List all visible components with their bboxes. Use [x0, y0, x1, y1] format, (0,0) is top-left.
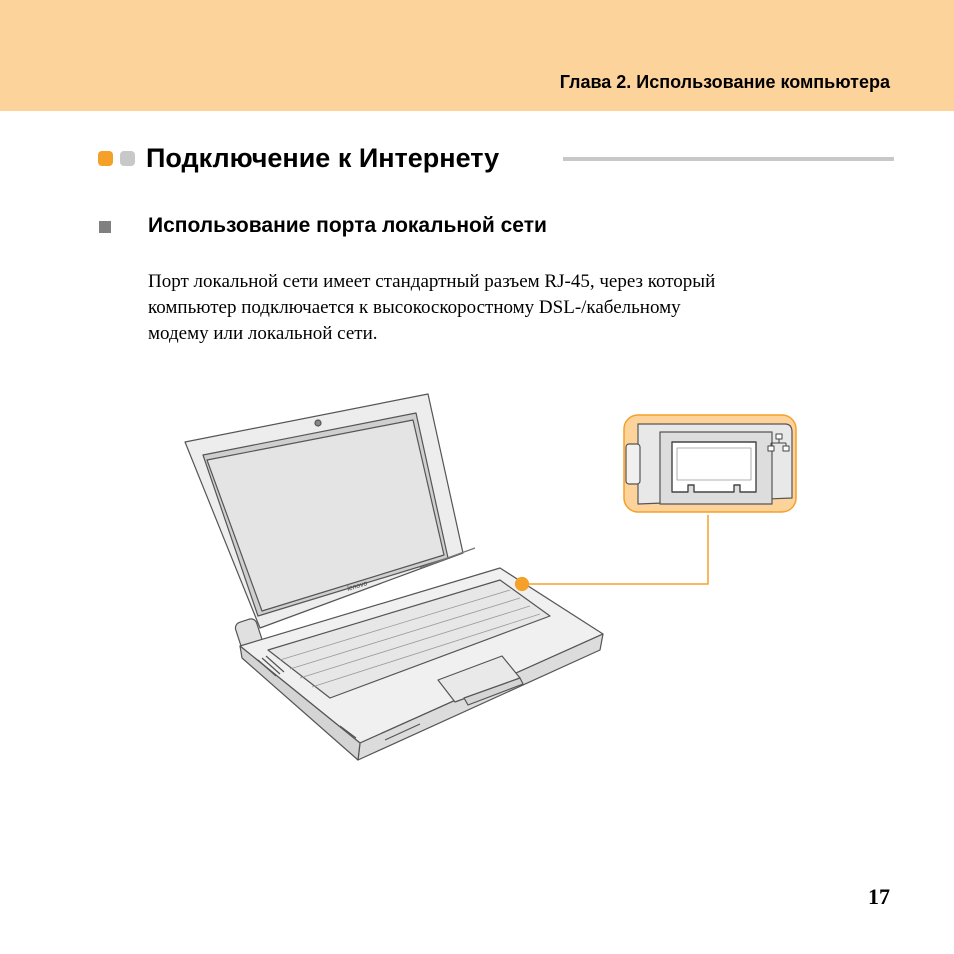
section-title: Подключение к Интернету	[146, 143, 500, 173]
callout-dot	[516, 578, 529, 591]
subsection-bullet-icon	[99, 221, 111, 233]
rj45-port-icon	[672, 442, 756, 492]
laptop-lan-port-illustration	[180, 388, 800, 768]
laptop-brand-label: lenovo	[346, 580, 369, 593]
body-paragraph	[148, 269, 838, 347]
body-line: модему или локальной сети.	[148, 323, 378, 344]
lan-port-inset	[624, 415, 796, 512]
header-band	[0, 0, 954, 111]
section-bullet-orange-icon	[98, 151, 113, 166]
body-line: Порт локальной сети имеет стандартный разъем RJ-45, через который	[148, 271, 716, 292]
page-number: 17	[868, 884, 890, 909]
subsection-title: Использование порта локальной сети	[148, 214, 547, 237]
subsection-heading	[98, 212, 798, 240]
section-heading	[98, 140, 894, 176]
body-line: компьютер подключается к высокоскоростному DSL-/кабельному	[148, 297, 681, 318]
section-rule	[563, 157, 894, 161]
chapter-title: Глава 2. Использование компьютера	[559, 72, 890, 92]
section-bullet-grey-icon	[120, 151, 135, 166]
callout-line	[522, 515, 708, 584]
